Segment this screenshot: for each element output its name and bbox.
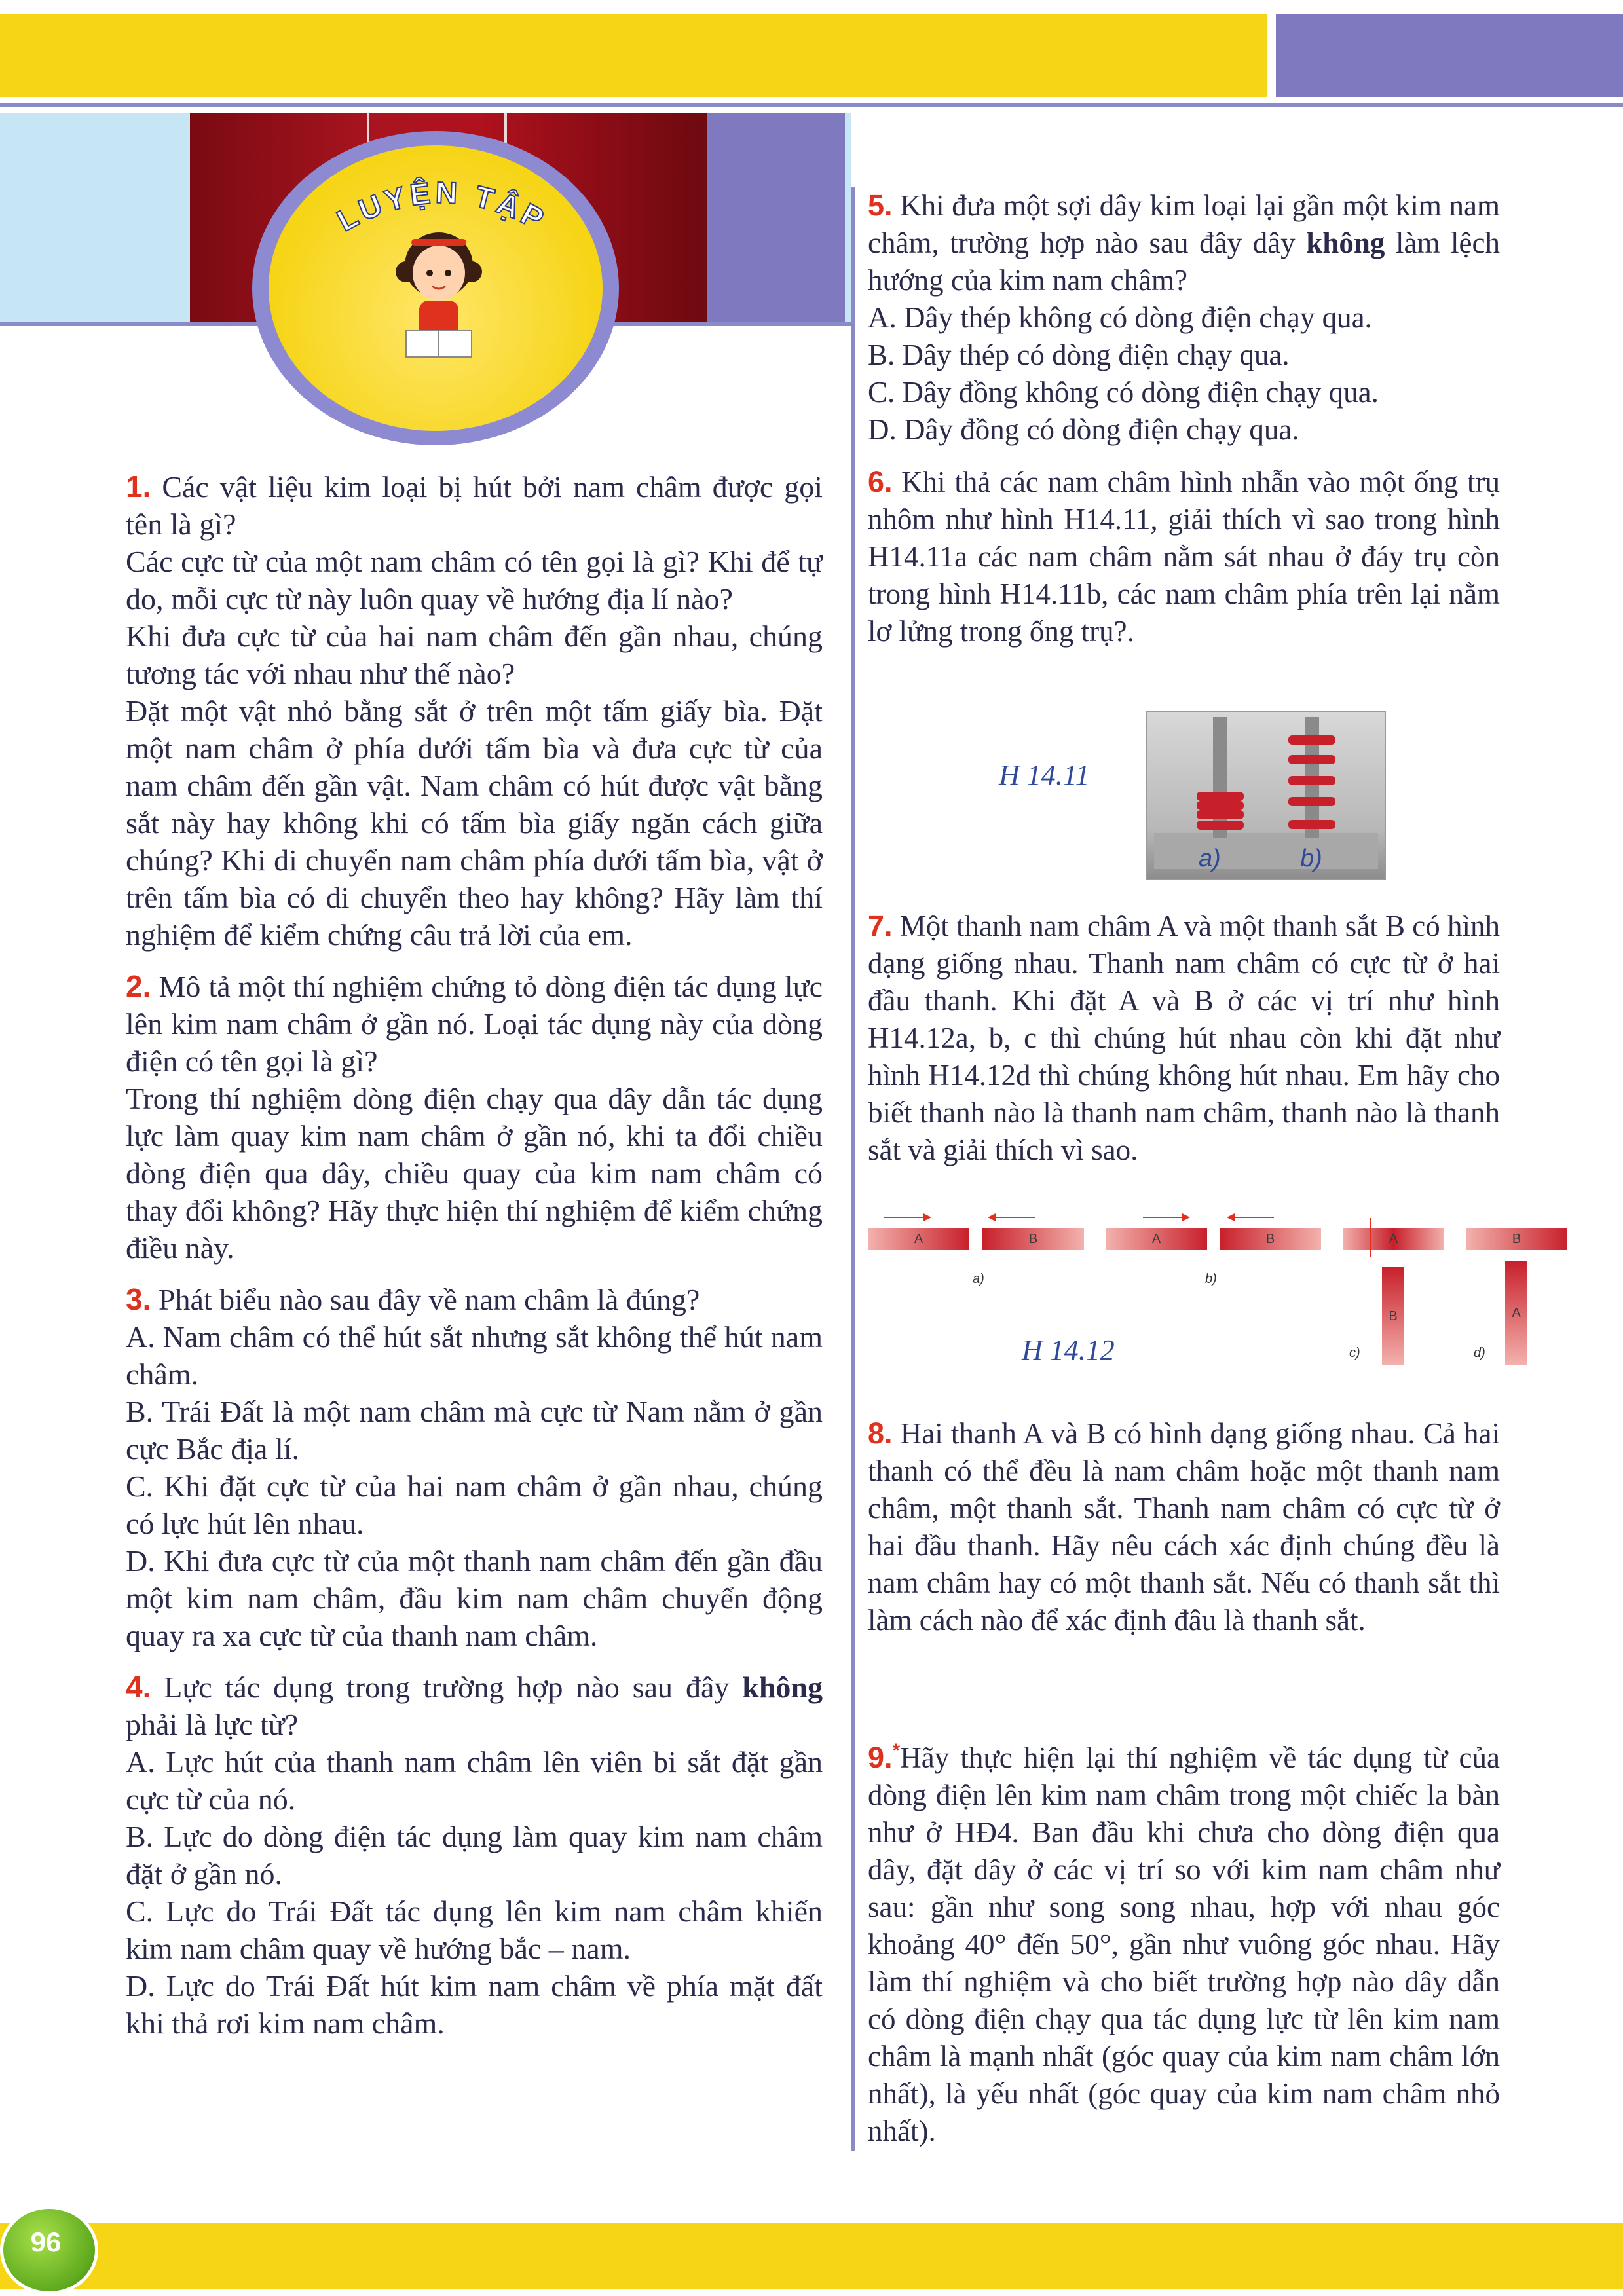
right-column-top [868, 187, 1500, 650]
question-5 [868, 187, 1500, 449]
magnet-bar-a: A [1343, 1228, 1444, 1250]
girl-reading-illustration [386, 219, 491, 363]
q1-line: Khi đưa cực từ của hai nam châm đến gần nhau, chúng tương tác với nhau như thế nào? [126, 620, 823, 690]
question-2 [126, 968, 823, 1267]
q3-option: D. Khi đưa cực từ của một thanh nam châm đến gần đầu một kim nam châm, đầu kim nam châm chuyển động quay ra xa cực từ của thanh nam châm. [126, 1544, 823, 1652]
banner-left-panel [0, 113, 190, 322]
q4-stem-bold: không [742, 1671, 823, 1704]
header-purple-band [1276, 14, 1623, 97]
current-arrow [989, 1217, 1035, 1218]
header-divider [0, 103, 1623, 107]
badge-title-text: LUYỆN TẬP [331, 175, 553, 238]
question-number: 6. [868, 465, 893, 498]
question-4 [126, 1669, 823, 2042]
figure-sub-b: b) [1205, 1272, 1217, 1286]
figure-h14-11-sub-b: b) [1300, 845, 1322, 872]
q6-text: Khi thả các nam châm hình nhẫn vào một ống trụ nhôm như hình H14.11, giải thích vì sao trong hình H14.11a các nam châm nằm sát nhau ở đáy trụ còn trong hình H14.11b, các nam châm phía trên lại nằm lơ lửng trong ống trụ?. [868, 466, 1500, 648]
q5-stem: Khi đưa một sợi dây kim loại lại gần một kim nam châm, trường hợp nào sau đây dây [868, 189, 1500, 259]
q5-option: A. Dây thép không có dòng điện chạy qua. [868, 301, 1372, 334]
figure-sub-a: a) [973, 1272, 984, 1286]
q5-option: D. Dây đồng có dòng điện chạy qua. [868, 413, 1299, 446]
q1-line: Các cực từ của một nam châm có tên gọi là gì? Khi để tự do, mỗi cực từ này luôn quay về hướng địa lí nào? [126, 545, 823, 616]
q1-line: Các vật liệu kim loại bị hút bởi nam châm được gọi tên là gì? [126, 470, 823, 541]
question-star: * [892, 1740, 901, 1762]
magnet-bar-a: A [868, 1228, 969, 1250]
q4-option: B. Lực do dòng điện tác dụng làm quay kim nam châm đặt ở gần nó. [126, 1820, 823, 1891]
figure-sub-d: d) [1474, 1346, 1485, 1360]
column-divider [851, 187, 855, 2151]
q9-text: Hãy thực hiện lại thí nghiệm về tác dụng từ của dòng điện lên kim nam châm trong một chiếc la bàn như ở HĐ4. Ban đầu khi chưa cho dòng điện qua dây, đặt dây ở các vị trí so với kim nam châm như sau: gần như song song nhau, hợp với nhau góc khoảng 40° đến 50°, gần như vuông góc nhau. Hãy làm thí nghiệm và cho biết trường hợp nào dây dẫn có dòng điện chạy qua tác dụng lực từ lên kim nam châm là mạnh nhất (góc quay của kim nam châm lớn nhất), là yếu nhất (góc quay của kim nam châm nhỏ nhất). [868, 1741, 1500, 2147]
q3-option: A. Nam châm có thể hút sắt nhưng sắt không thể hút nam châm. [126, 1320, 823, 1391]
question-number: 9. [868, 1741, 893, 1774]
q5-stem: làm lệch hướng của kim nam châm? [868, 227, 1500, 297]
q4-option: C. Lực do Trái Đất tác dụng lên kim nam châm khiến kim nam châm quay về hướng bắc – nam. [126, 1895, 823, 1965]
figure-h14-11-photo [1146, 711, 1386, 880]
q7-text: Một thanh nam châm A và một thanh sắt B có hình dạng giống nhau. Thanh nam châm có cực từ ở hai đầu thanh. Khi đặt A và B ở các vị trí như hình H14.12a, b, c thì chúng hút nhau còn khi đặt như hình H14.12d thì chúng không hút nhau. Em hãy cho biết thanh nào là thanh nam châm, thanh nào là thanh sắt và giải thích vì sao. [868, 910, 1500, 1166]
magnet-bar-a: A [1106, 1228, 1207, 1250]
current-arrow [1370, 1218, 1371, 1257]
figure-label-h14-11: H 14.11 [999, 759, 1090, 791]
magnet-bar-b: B [1382, 1267, 1404, 1365]
question-number: 7. [868, 909, 893, 942]
question-number: 5. [868, 189, 893, 222]
question-3 [126, 1281, 823, 1654]
question-7 [868, 907, 1500, 1169]
question-8 [868, 1415, 1500, 1639]
q4-stem: Lực tác dụng trong trường hợp nào sau đây [151, 1671, 743, 1704]
question-1 [126, 468, 823, 954]
q2-line: Trong thí nghiệm dòng điện chạy qua dây dẫn tác dụng lực làm quay kim nam châm ở gần nó, khi ta đổi chiều dòng điện qua dây, chiều quay của kim nam châm có thay đổi không? Hãy thực hiện thí nghiệm để kiểm chứng điều này. [126, 1082, 823, 1265]
question-number: 3. [126, 1282, 151, 1316]
header-yellow-band [0, 14, 1267, 97]
figure-sub-c: c) [1349, 1346, 1360, 1360]
magnet-bar-b: B [1220, 1228, 1321, 1250]
q1-line: Đặt một vật nhỏ bằng sắt ở trên một tấm giấy bìa. Đặt một nam châm ở phía dưới tấm bìa và đưa cực từ của nam châm đến gần vật. Nam châm có hút được vật bằng sắt này hay không khi có tấm bìa giấy ngăn cách giữa chúng? Khi di chuyển nam châm phía dưới tấm bìa, vật ở trên tấm bìa có di chuyển theo hay không? Hãy làm thí nghiệm để kiểm chứng câu trả lời của em. [126, 694, 823, 952]
figure-label-h14-12: H 14.12 [1022, 1334, 1115, 1366]
question-number: 4. [126, 1670, 151, 1704]
current-arrow [1228, 1217, 1274, 1218]
banner-right-panel [707, 113, 845, 322]
question-number: 2. [126, 969, 151, 1003]
magnet-bar-b: B [1466, 1228, 1567, 1250]
magnet-bar-a: A [1505, 1261, 1527, 1365]
figure-h14-11-sub-a: a) [1199, 845, 1221, 872]
question-9 [868, 1732, 1500, 2150]
question-6 [868, 463, 1500, 650]
q4-option: A. Lực hút của thanh nam châm lên viên bi sắt đặt gần cực từ của nó. [126, 1745, 823, 1816]
footer-band [0, 2223, 1623, 2289]
question-number: 8. [868, 1416, 893, 1450]
q3-option: B. Trái Đất là một nam châm mà cực từ Nam nằm ở gần cực Bắc địa lí. [126, 1395, 823, 1466]
current-arrow [1143, 1217, 1189, 1218]
q3-stem: Phát biểu nào sau đây về nam châm là đúng? [151, 1283, 700, 1316]
q5-stem-bold: không [1306, 227, 1385, 259]
banner-edge [845, 113, 851, 322]
q4-stem: phải là lực từ? [126, 1708, 299, 1741]
q2-line: Mô tả một thí nghiệm chứng tỏ dòng điện tác dụng lực lên kim nam châm ở gần nó. Loại tác dụng này của dòng điện có tên gọi là gì? [126, 970, 823, 1078]
page-number: 96 [30, 2227, 62, 2257]
current-arrow [884, 1217, 930, 1218]
q4-option: D. Lực do Trái Đất hút kim nam châm về phía mặt đất khi thả rơi kim nam châm. [126, 1969, 823, 2040]
left-column [126, 468, 823, 2042]
q5-option: B. Dây thép có dòng điện chạy qua. [868, 339, 1290, 371]
q5-option: C. Dây đồng không có dòng điện chạy qua. [868, 376, 1379, 409]
question-number: 1. [126, 470, 151, 504]
q8-text: Hai thanh A và B có hình dạng giống nhau. Cả hai thanh có thể đều là nam châm hoặc một thanh nam châm, một thanh sắt. Thanh nam châm có cực từ ở hai đầu thanh. Hãy nêu cách xác định chúng đều là nam châm hay có một thanh sắt. Nếu có thanh sắt thì làm cách nào để xác định đâu là thanh sắt. [868, 1417, 1500, 1637]
q3-option: C. Khi đặt cực từ của hai nam châm ở gần nhau, chúng có lực hút lên nhau. [126, 1470, 823, 1540]
magnet-bar-b: B [982, 1228, 1084, 1250]
